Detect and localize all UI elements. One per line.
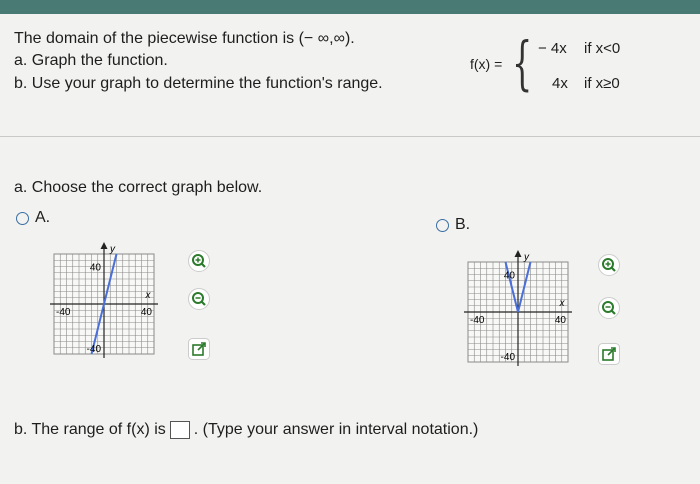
case1-expr: − 4x: [538, 40, 567, 57]
option-b-letter: B.: [455, 216, 471, 233]
divider: [0, 136, 700, 137]
radio-option-a[interactable]: [16, 212, 29, 225]
part-b-row: [14, 421, 478, 439]
tick-label-x-max: 40: [554, 315, 566, 326]
tick-label-x-min: -40: [56, 307, 71, 318]
x-axis-label: x: [559, 298, 565, 309]
tick-label-x-max: 40: [140, 307, 152, 318]
tick-label-y-max: 40: [89, 262, 101, 274]
question-domain: The domain of the piecewise function is (− ∞,∞).: [14, 30, 355, 47]
option-a[interactable]: [16, 209, 50, 227]
option-a-letter: A.: [35, 209, 51, 226]
part-b-prompt: b. The range of f(x) is: [14, 421, 166, 438]
question-part-b: b. Use your graph to determine the function's range.: [14, 75, 383, 92]
zoom-in-icon[interactable]: [188, 250, 210, 272]
open-window-icon[interactable]: [188, 338, 210, 360]
radio-option-b[interactable]: [436, 219, 449, 232]
part-b-instruction: . (Type your answer in interval notation.): [193, 421, 479, 438]
case1-cond: if x<0: [584, 40, 621, 57]
open-window-icon[interactable]: [598, 343, 620, 365]
part-a-prompt: a. Choose the correct graph below.: [14, 179, 263, 196]
y-axis-arrow: [101, 242, 108, 249]
graph-option-b: [452, 248, 584, 380]
tick-label-x-min: -40: [470, 315, 485, 326]
top-bar: [0, 0, 700, 14]
y-axis-label: y: [110, 244, 115, 255]
tick-label-y-max: 40: [503, 270, 515, 282]
tick-label-y-min: -40: [500, 351, 515, 363]
zoom-in-icon[interactable]: [598, 254, 620, 276]
x-axis-label: x: [145, 290, 151, 301]
question-part-a: a. Graph the function.: [14, 52, 168, 69]
zoom-out-icon[interactable]: [188, 288, 210, 310]
piecewise-label: f(x) =: [470, 56, 503, 72]
y-axis-arrow: [515, 250, 522, 257]
case2-cond: if x≥0: [584, 75, 620, 92]
graph-option-a: [38, 240, 170, 372]
range-answer-input[interactable]: [170, 421, 190, 439]
zoom-out-icon[interactable]: [598, 297, 620, 319]
tick-label-y-min: -40: [86, 343, 101, 355]
option-b[interactable]: [436, 216, 470, 234]
piecewise-brace: {: [512, 29, 533, 97]
case2-expr: 4x: [552, 75, 568, 92]
y-axis-label: y: [524, 252, 529, 263]
